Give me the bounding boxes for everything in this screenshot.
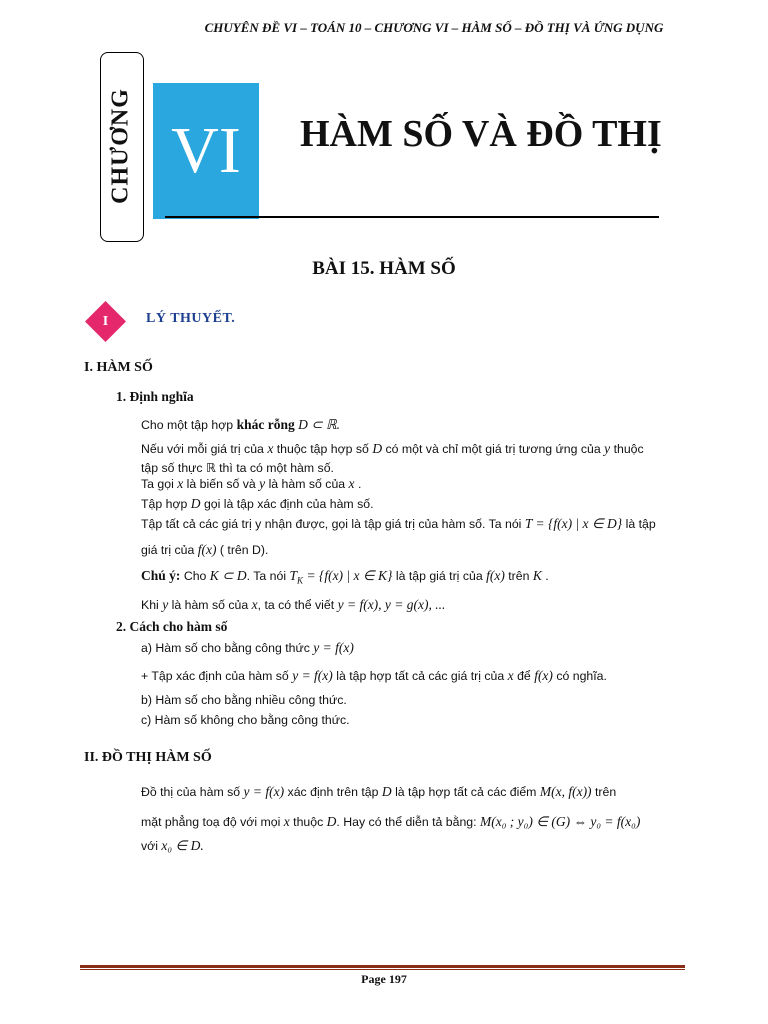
- way-c: c) Hàm số không cho bằng công thức.: [141, 713, 350, 727]
- def-line-6: Tập tất cả các giá trị y nhận được, gọi là tập giá trị của hàm số. Ta nói T = {f(x) | x ∈ D} là tập: [141, 516, 656, 531]
- def-line-2: Nếu với mỗi giá trị của x thuộc tập hợp số D có một và chỉ một giá trị tương ứng của y thuộc: [141, 441, 644, 456]
- def-line-7: giá trị của f(x) ( trên D).: [141, 542, 269, 557]
- page-number: Page 197: [361, 972, 407, 986]
- chapter-number: VI: [153, 83, 259, 219]
- note-line: Chú ý: Cho K ⊂ D. Ta nói $T_K = \{f(x)$ | x ∈ K} là tập giá trị của f(x) trên K .: [141, 568, 549, 586]
- heading-ham-so: I. HÀM SỐ: [84, 360, 153, 375]
- running-header: CHUYÊN ĐỀ VI – TOÁN 10 – CHƯƠNG VI – HÀM SỐ – ĐỒ THỊ VÀ ỨNG DỤNG: [204, 20, 664, 35]
- way-domain: + Tập xác định của hàm số y = f(x) là tập hợp tất cả các giá trị của x để f(x) có nghĩa.: [141, 668, 607, 683]
- footer-rule: [80, 965, 685, 968]
- subheading-dinh-nghia: 1. Định nghĩa: [116, 389, 194, 404]
- def-line-3: tập số thực ℝ thì ta có một hàm số.: [141, 461, 334, 475]
- graph-line-2: mặt phẳng toạ độ với mọi x thuộc D. Hay có thể diễn tả bằng: M(x₀ ; y₀) ∈ (G) ⇔ y₀ = f(x₀): [141, 814, 641, 829]
- way-b: b) Hàm số cho bằng nhiều công thức.: [141, 693, 347, 707]
- way-a: a) Hàm số cho bằng công thức y = f(x): [141, 640, 354, 655]
- graph-line-3: với x₀ ∈ D.: [141, 838, 204, 853]
- heading-do-thi: II. ĐỒ THỊ HÀM SỐ: [84, 750, 212, 765]
- def-line-4: Ta gọi x là biến số và y là hàm số của x .: [141, 476, 362, 491]
- chapter-title: HÀM SỐ VÀ ĐỒ THỊ: [300, 113, 662, 155]
- graph-line-1: Đồ thị của hàm số y = f(x) xác định trên tập D là tập hợp tất cả các điểm M(x, f(x)) trên: [141, 784, 617, 799]
- chapter-underline: [165, 216, 659, 218]
- def-line-1: Cho một tập hợp khác rỗng D ⊂ ℝ.: [141, 417, 341, 432]
- section-number: I: [102, 314, 109, 329]
- subheading-cach-cho: 2. Cách cho hàm số: [116, 619, 228, 634]
- chapter-label: CHƯƠNG: [107, 88, 134, 204]
- lesson-title: BÀI 15. HÀM SỐ: [312, 258, 456, 279]
- def-line-9: Khi y là hàm số của x, ta có thể viết y = f(x), y = g(x), ...: [141, 597, 446, 612]
- section-title: LÝ THUYẾT.: [146, 311, 236, 326]
- def-line-5: Tập hợp D gọi là tập xác định của hàm số.: [141, 496, 374, 511]
- footer-rule-thin: [80, 969, 685, 970]
